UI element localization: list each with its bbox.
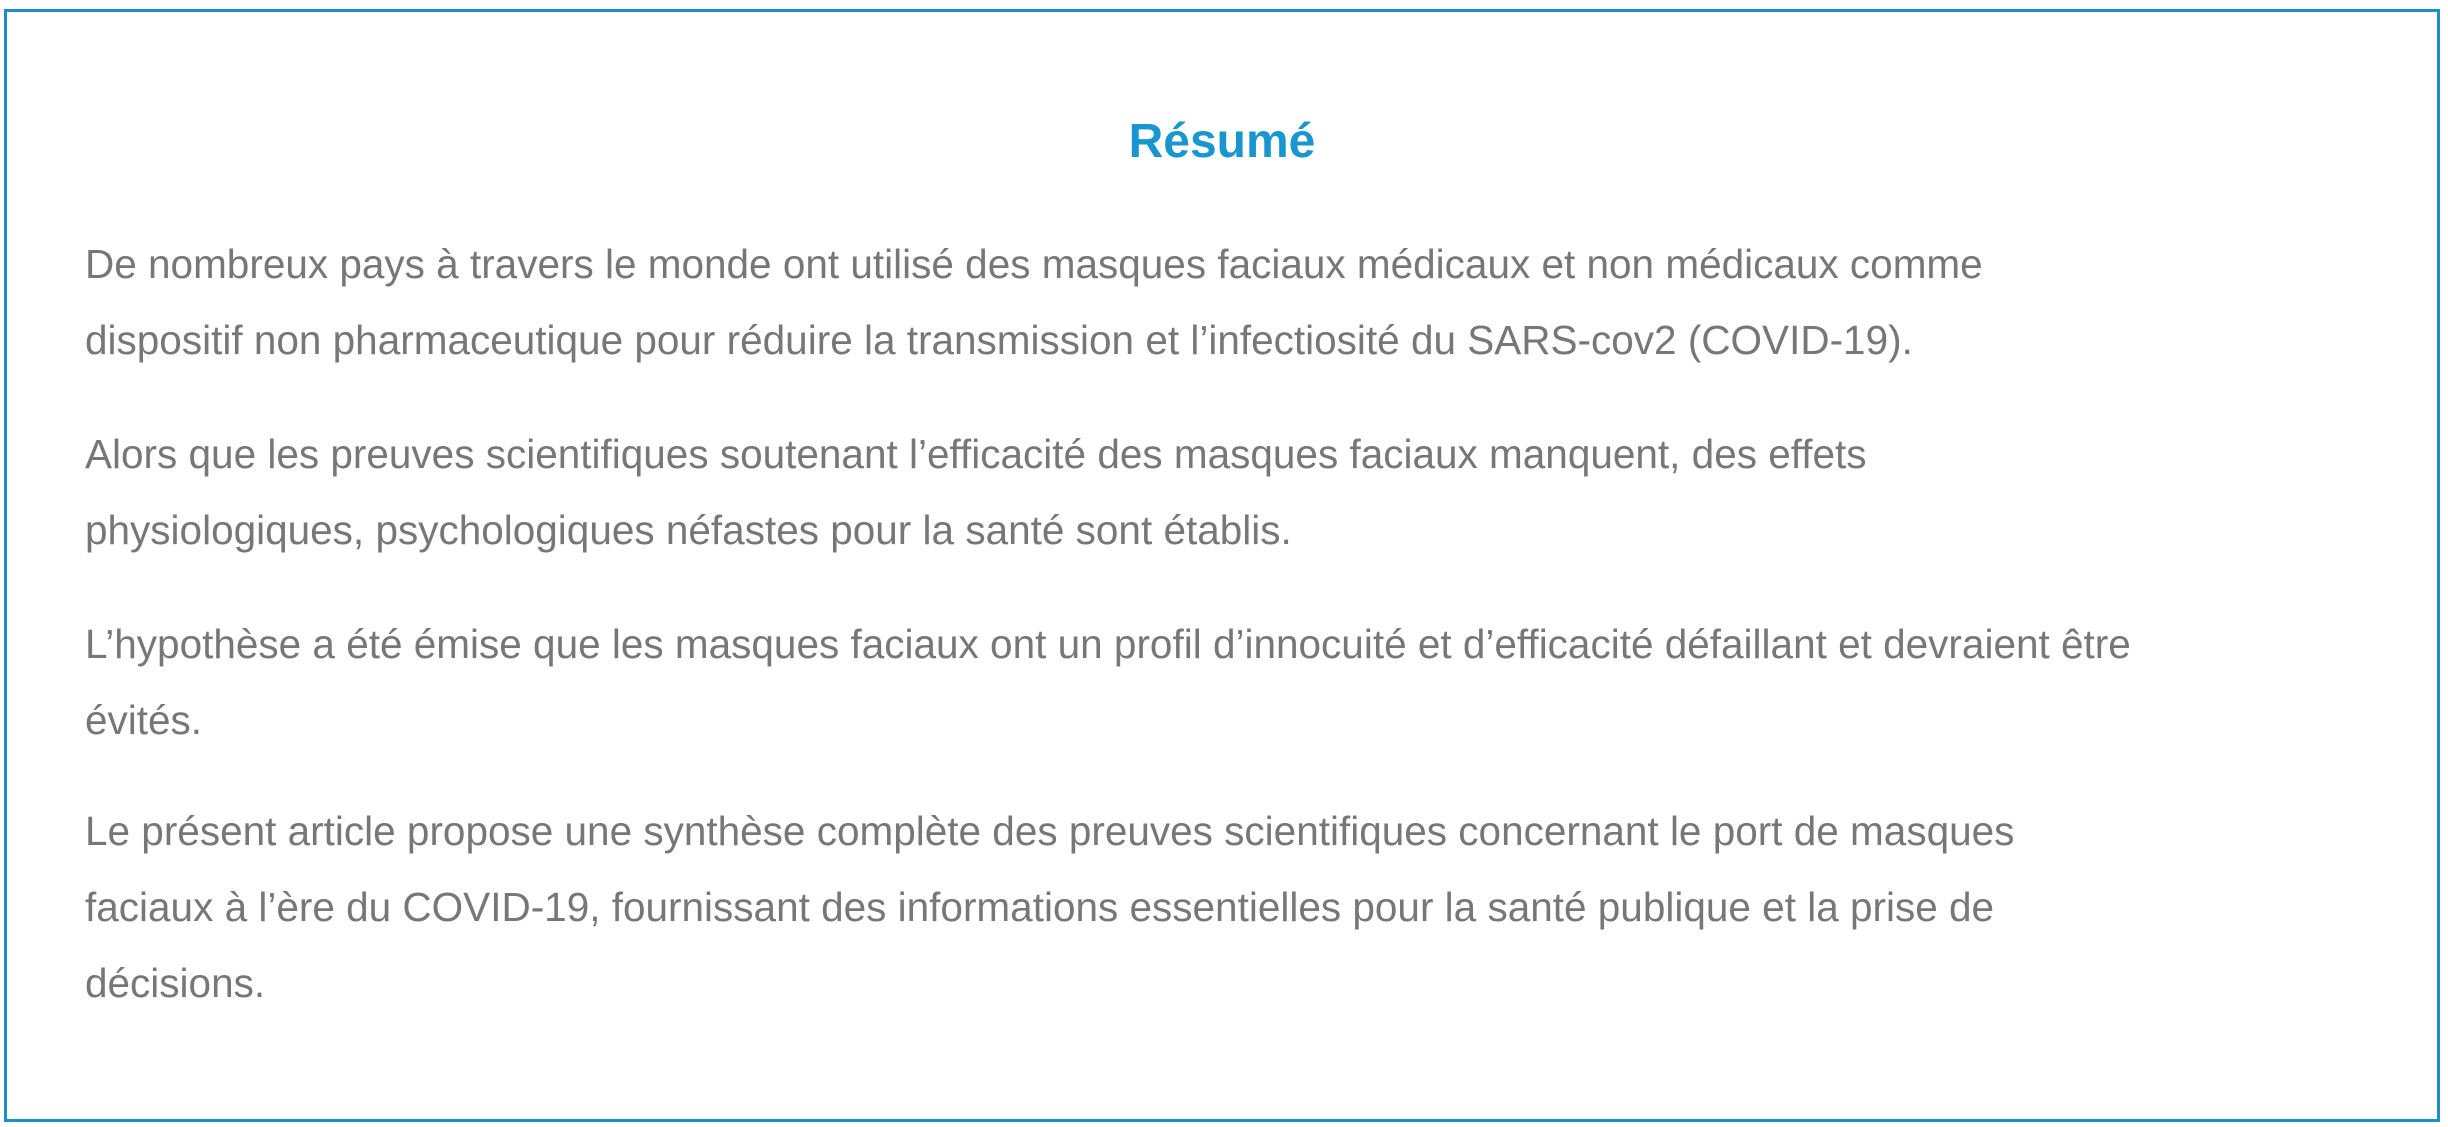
paragraph-3-line-2: évités. — [85, 697, 203, 743]
summary-paragraph-3 — [85, 606, 2385, 758]
summary-box — [4, 9, 2440, 1122]
paragraph-3-line-1: L’hypothèse a été émise que les masques faciaux ont un profil d’innocuité et d’efficacité défaillant et devraient être — [85, 621, 2131, 667]
paragraph-4-line-2: faciaux à l’ère du COVID-19, fournissant des informations essentielles pour la santé publique et la prise de — [85, 884, 1995, 930]
summary-paragraph-1 — [85, 226, 2385, 378]
paragraph-4-line-3: décisions. — [85, 960, 266, 1006]
summary-title: Résumé — [1128, 115, 1316, 168]
paragraph-1-line-1: De nombreux pays à travers le monde ont utilisé des masques faciaux médicaux et non médicaux comme — [85, 241, 1983, 287]
summary-paragraph-2 — [85, 416, 2385, 568]
paragraph-1-line-2: dispositif non pharmaceutique pour réduire la transmission et l’infectiosité du SARS-cov2 (COVID-19). — [85, 317, 1913, 363]
paragraph-4-line-1: Le présent article propose une synthèse complète des preuves scientifiques concernant le port de masques — [85, 808, 2015, 854]
paragraph-2-line-2: physiologiques, psychologiques néfastes pour la santé sont établis. — [85, 507, 1292, 553]
paragraph-2-line-1: Alors que les preuves scientifiques soutenant l’efficacité des masques faciaux manquent, des effets — [85, 431, 1867, 477]
summary-paragraph-4 — [85, 793, 2385, 1021]
